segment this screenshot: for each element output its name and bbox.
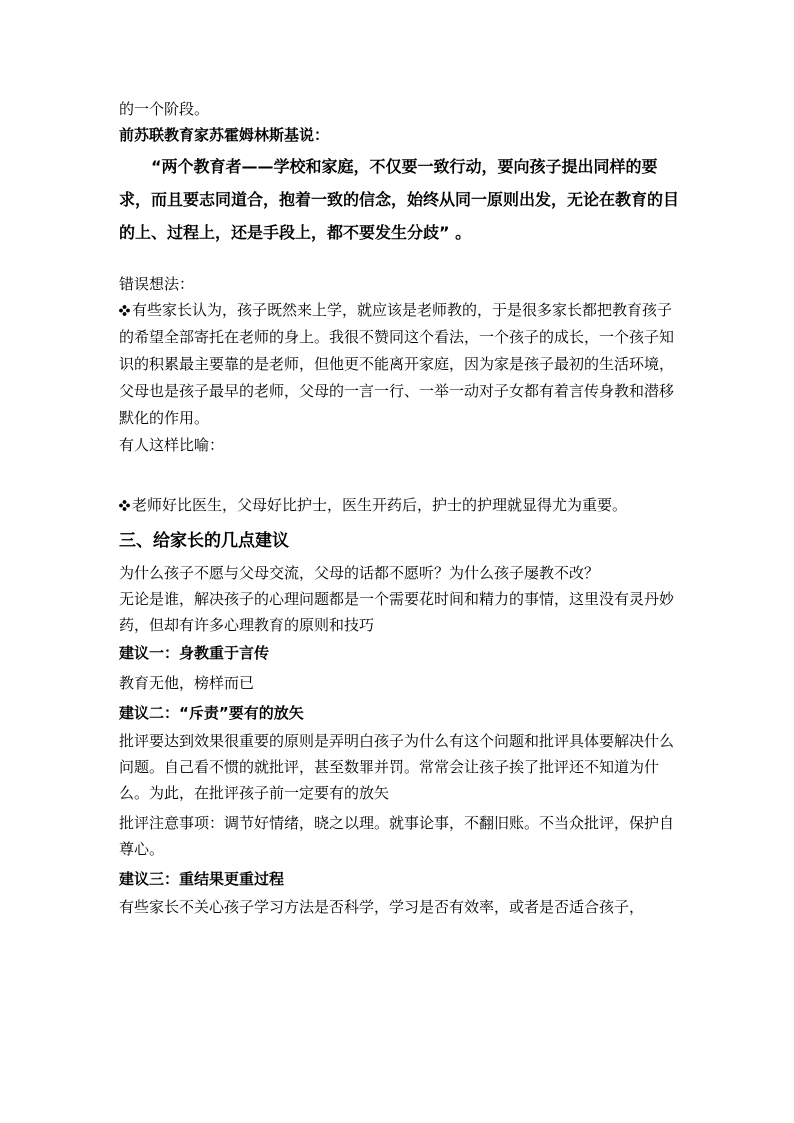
continuation-line: 的一个阶段。 bbox=[119, 100, 210, 118]
suggestion-3-body: 有些家长不关心孩子学习方法是否科学，学习是否有效率，或者是否适合孩子， bbox=[119, 898, 645, 916]
question-line: 为什么孩子不愿与父母交流，父母的话都不愿听？为什么孩子屡教不改？ bbox=[119, 564, 600, 582]
speaker-line: 前苏联教育家苏霍姆林斯基说： bbox=[119, 126, 330, 144]
document-page bbox=[119, 96, 679, 920]
suggestion-3-title: 建议三：重结果更重过程 bbox=[119, 870, 285, 888]
suggestion-2-title: 建议二：“斥责”要有的放矢 bbox=[119, 704, 304, 722]
suggestion-1-body: 教育无他，榜样而已 bbox=[119, 674, 255, 692]
metaphor-intro: 有人这样比喻： bbox=[119, 436, 225, 454]
wrong-body: 有些家长认为，孩子既然来上学，就应该是老师教的，于是很多家长都把教育孩子的希望全部寄托在老师的身上。我很不赞同这个看法，一个孩子的成长，一个孩子知识的积累最主要靠的是老师，但他更不能离开家庭，因为家是孩子最初的生活环境，父母也是孩子最早的老师，父母的一言一行、一举一动对子女都有着言传身教和潜移默化的作用。 bbox=[119, 301, 675, 427]
metaphor-body: 老师好比医生，父母好比护士，医生开药后，护士的护理就显得尤为重要。 bbox=[132, 496, 628, 514]
spacer bbox=[119, 458, 679, 492]
intro-paragraph: 无论是谁，解决孩子的心理问题都是一个需要花时间和精力的事情，这里没有灵丹妙药，但却有许多心理教育的原则和技巧 bbox=[119, 590, 675, 634]
quote-paragraph: “两个教育者——学校和家庭，不仅要一致行动，要向孩子提出同样的要求，而且要志同道合，抱着一致的信念，始终从同一原则出发，无论在教育的目的上、过程上，还是手段上，都不要发生分歧” 。 bbox=[119, 157, 680, 242]
diamond-bullet-icon bbox=[119, 500, 130, 511]
diamond-bullet-icon bbox=[119, 305, 130, 316]
wrong-title: 错误想法： bbox=[119, 275, 195, 293]
section-heading: 三、给家长的几点建议 bbox=[119, 531, 289, 551]
suggestion-2-body: 批评要达到效果很重要的原则是弄明白孩子为什么有这个问题和批评具体要解决什么问题。自己看不惯的就批评，甚至数罪并罚。常常会让孩子挨了批评还不知道为什么。为此，在批评孩子前一定要有的放矢 bbox=[119, 732, 675, 802]
suggestion-2-note: 批评注意事项：调节好情绪，晓之以理。就事论事，不翻旧账。不当众批评，保护自尊心。 bbox=[119, 814, 675, 858]
wrong-paragraph bbox=[119, 297, 679, 432]
metaphor-paragraph bbox=[119, 492, 679, 518]
suggestion-1-title: 建议一：身教重于言传 bbox=[119, 644, 270, 662]
spacer bbox=[119, 249, 679, 271]
